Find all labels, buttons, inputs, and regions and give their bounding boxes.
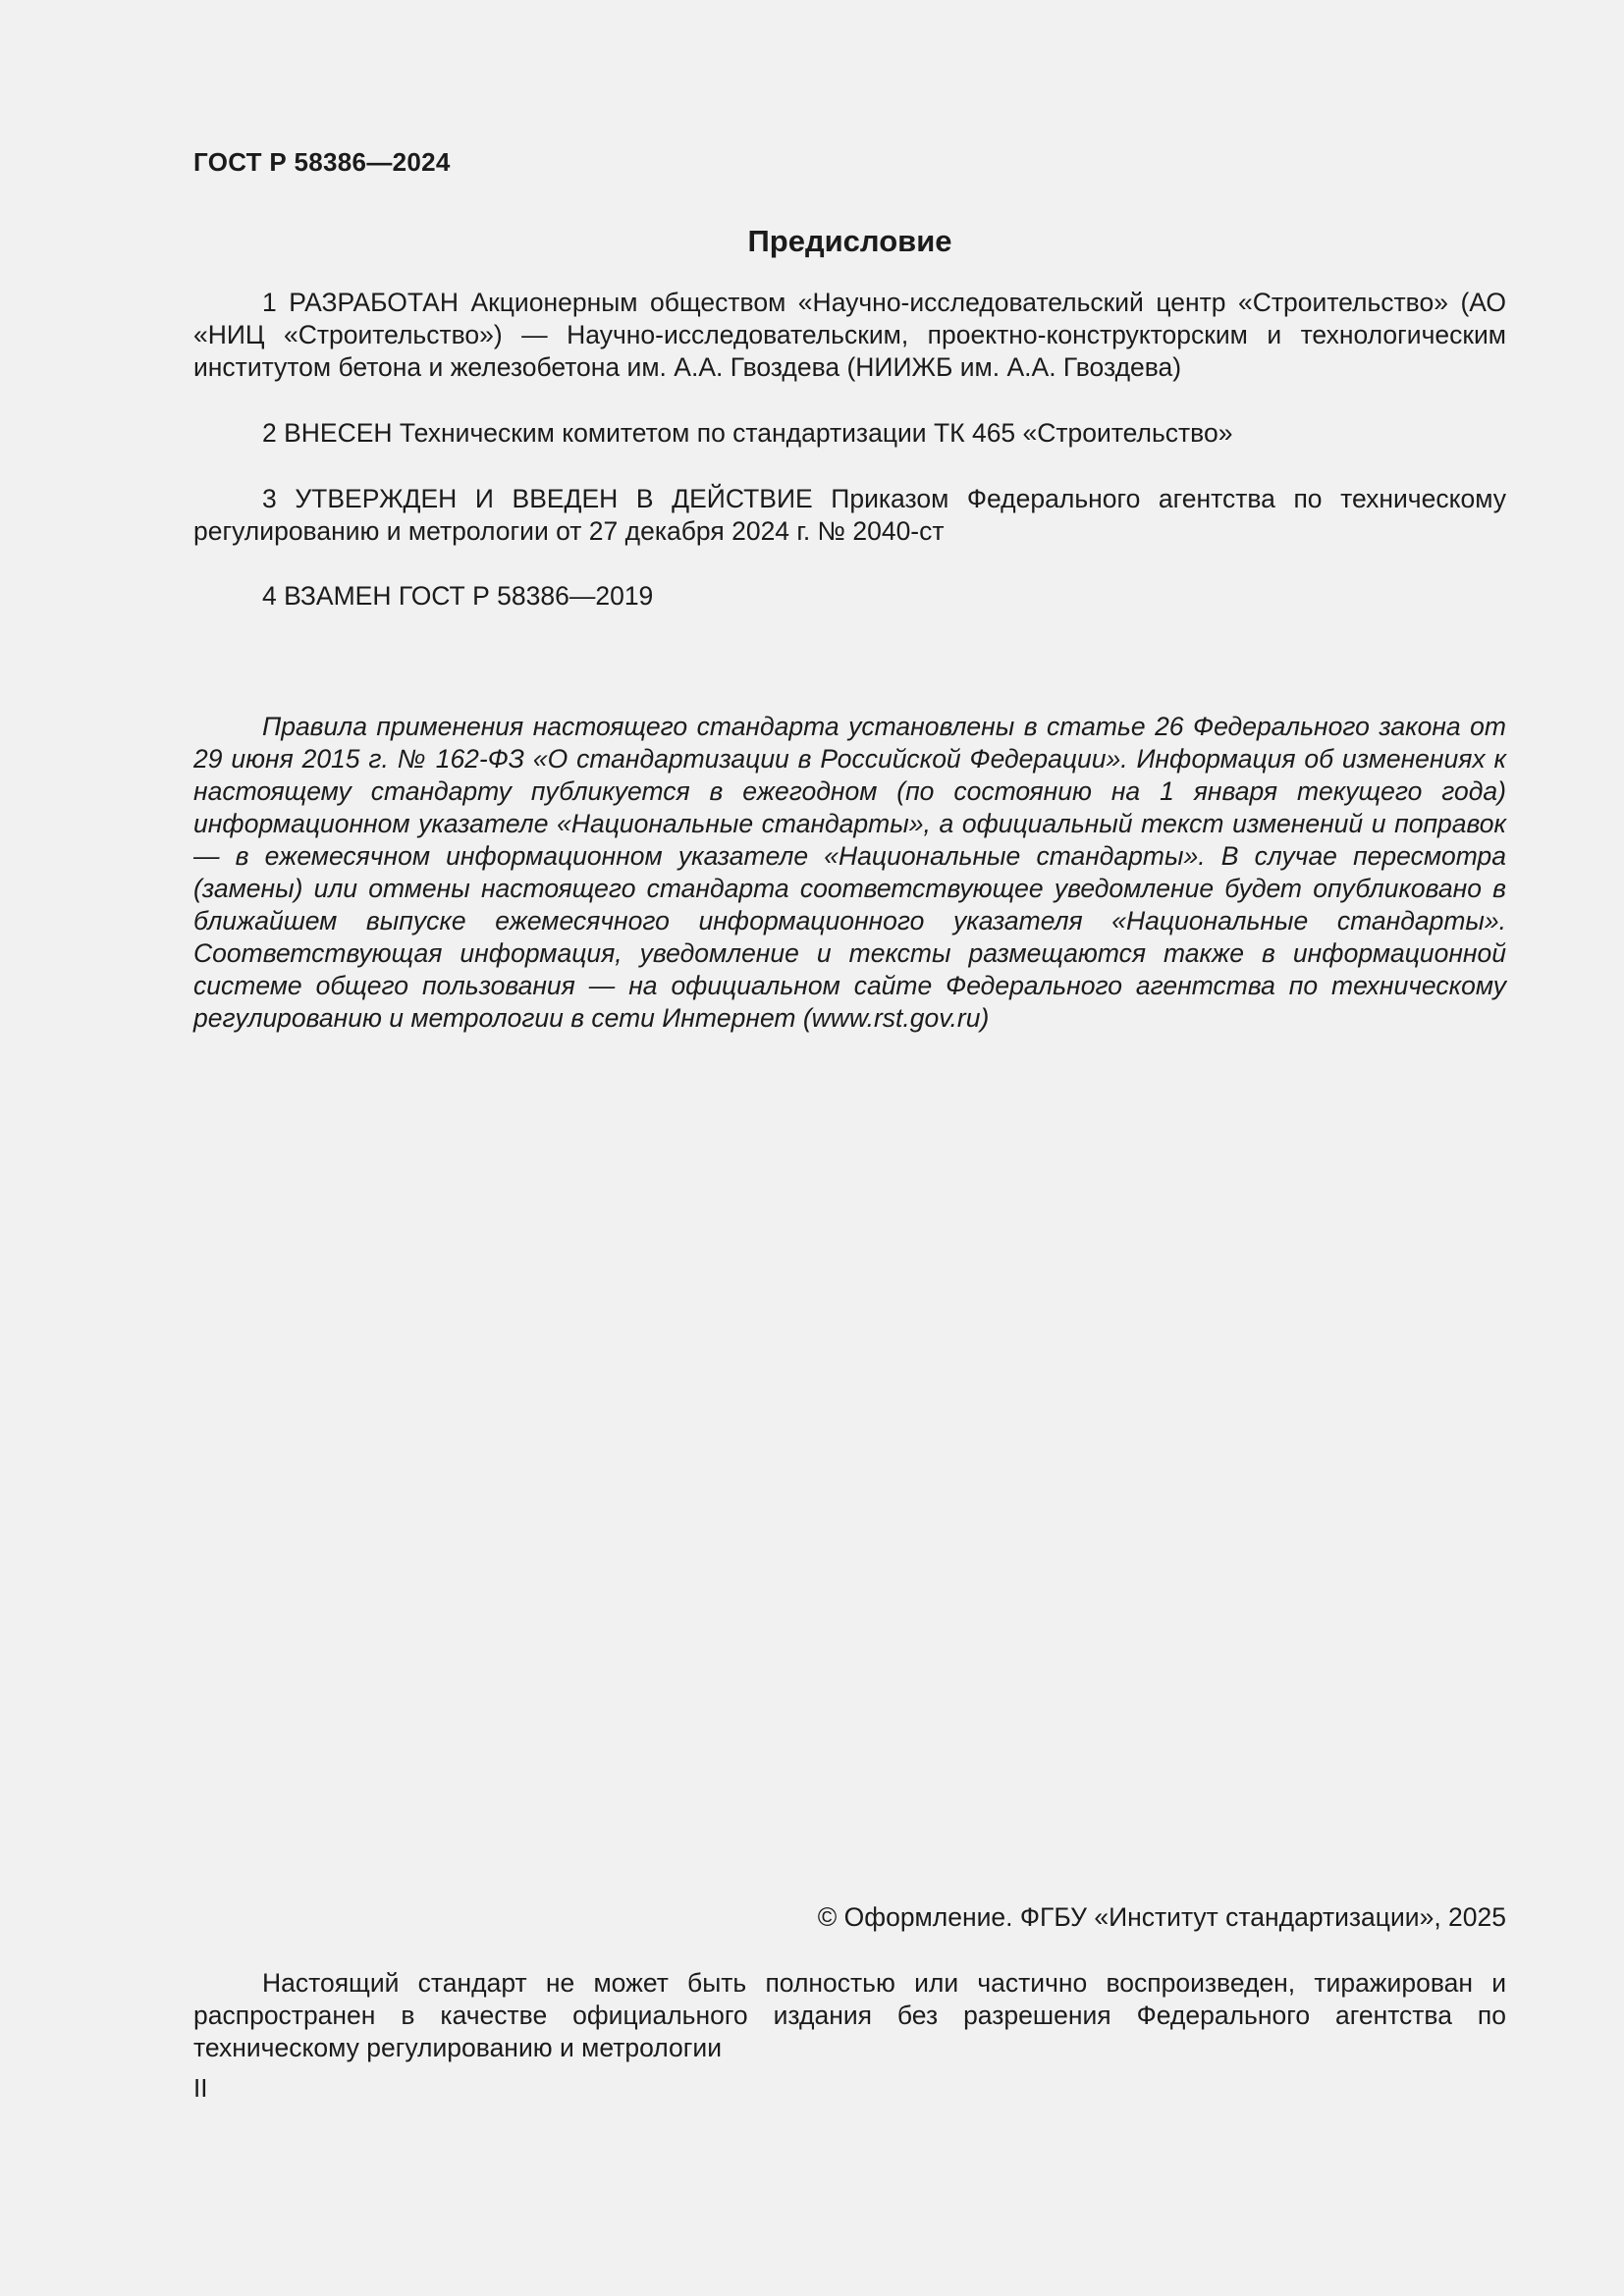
document-code: ГОСТ Р 58386—2024	[193, 147, 451, 177]
preface-item-developed: 1 РАЗРАБОТАН Акционерным обществом «Научно-исследовательский центр «Строительство» (АО «НИЦ «Строительство») — Научно-исследовательским, проектно-конструкторским и технологическим институтом бетона и железобетона им. А.А. Гвоздева (НИИЖБ им. А.А. Гвоздева)	[193, 288, 1506, 382]
reproduction-notice: Настоящий стандарт не может быть полностью или частично воспроизведен, тиражирован и распространен в качестве официального издания без разрешения Федерального агентства по техническому регулированию и метрологии	[193, 1968, 1506, 2062]
preface-item-introduced: 2 ВНЕСЕН Техническим комитетом по стандартизации ТК 465 «Строительство»	[262, 418, 1233, 448]
application-rules-text: Правила применения настоящего стандарта установлены в статье 26 Федерального закона от 29 июня 2015 г. № 162-ФЗ «О стандартизации в Российской Федерации». Информация об изменениях к настоящему стандарту публикуется в ежегодном (по состоянию на 1 января текущего года) информационном указателе «Национальные стандарты», а официальный текст изменений и поправок — в ежемесячном информационном указателе «Национальные стандарты». В случае пересмотра (замены) или отмены настоящего стандарта соответствующее уведомление будет опубликовано в ближайшем выпуске ежемесячного информационного указателя «Национальные стандарты». Соответствующая информация, уведомление и тексты размещаются также в информационной системе общего пользования — на официальном сайте Федерального агентства по техническому регулированию и метрологии в сети Интернет (www.rst.gov.ru)	[193, 712, 1506, 1033]
preface-title: Предисловие	[747, 224, 952, 258]
copyright-notice: © Оформление. ФГБУ «Институт стандартизации», 2025	[817, 1902, 1506, 1932]
preface-item-replaces: 4 ВЗАМЕН ГОСТ Р 58386—2019	[262, 581, 654, 611]
page-number: II	[193, 2073, 208, 2103]
preface-item-approved: 3 УТВЕРЖДЕН И ВВЕДЕН В ДЕЙСТВИЕ Приказом Федерального агентства по техническому регулированию и метрологии от 27 декабря 2024 г. № 2040-ст	[193, 484, 1506, 546]
